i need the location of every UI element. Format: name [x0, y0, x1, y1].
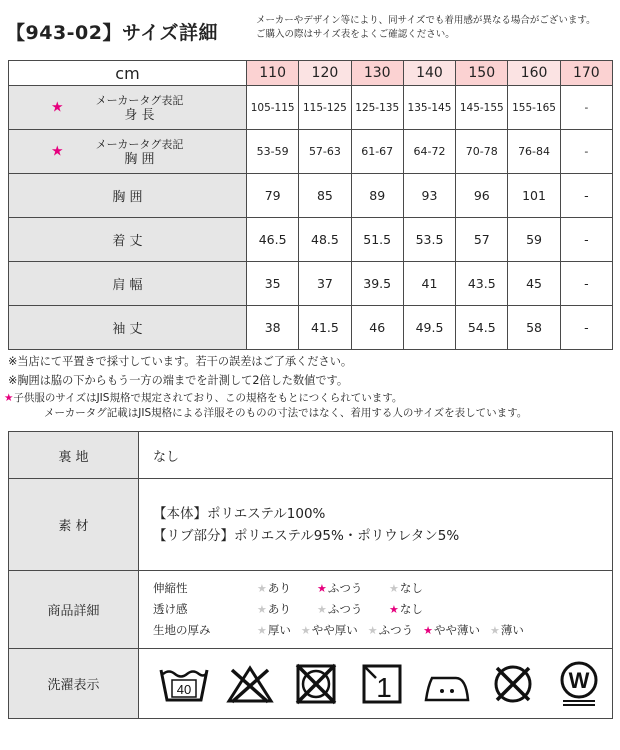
row-label-top: メーカータグ表記: [95, 93, 184, 107]
no-dry-clean-icon: [480, 657, 546, 711]
feature-name: 透け感: [153, 602, 188, 616]
row-label: 胸 囲: [9, 174, 247, 218]
care-icons-cell: [139, 649, 613, 719]
star-icon: ★: [4, 392, 14, 404]
table-cell: 125-135: [351, 86, 403, 130]
wash-temp: 40: [176, 681, 192, 697]
size-header: 120: [299, 61, 351, 86]
table-cell: 58: [508, 306, 560, 350]
size-header: 150: [456, 61, 508, 86]
table-cell: 54.5: [456, 306, 508, 350]
feature-option: ★ ふつう: [317, 578, 379, 599]
wash-40-icon: [151, 657, 217, 711]
table-cell: 57: [456, 218, 508, 262]
table-cell: 35: [247, 262, 299, 306]
table-cell: 46: [351, 306, 403, 350]
table-cell: 145-155: [456, 86, 508, 130]
no-bleach-icon: [217, 657, 283, 711]
size-header: 170: [560, 61, 612, 86]
table-cell: 49.5: [403, 306, 455, 350]
lining-value: なし: [139, 432, 613, 479]
star-icon: ★: [257, 603, 267, 616]
table-cell: 57-63: [299, 130, 351, 174]
header: [6, 14, 614, 54]
table-cell: 46.5: [247, 218, 299, 262]
line-dry-icon: [349, 657, 415, 711]
feature-option: ★ やや薄い: [423, 620, 480, 641]
line-dry-mark: 1: [375, 671, 392, 703]
star-icon: ★: [51, 143, 64, 159]
table-cell: 79: [247, 174, 299, 218]
material-line: 【リブ部分】ポリエステル95%・ポリウレタン5%: [153, 527, 460, 544]
table-row: [9, 571, 613, 649]
material-line: 【本体】ポリエステル100%: [153, 505, 326, 522]
feature-row: [153, 620, 612, 641]
table-cell: 135-145: [403, 86, 455, 130]
table-row: [9, 306, 613, 350]
star-icon: ★: [317, 582, 327, 595]
size-header-row: [9, 61, 613, 86]
table-cell: 76-84: [508, 130, 560, 174]
table-row: [9, 174, 613, 218]
star-icon: ★: [257, 582, 267, 595]
table-row: [9, 479, 613, 571]
material-value: [139, 479, 613, 571]
table-cell: 38: [247, 306, 299, 350]
features-label: 商品詳細: [9, 571, 139, 649]
row-label: [9, 86, 247, 130]
table-cell: 101: [508, 174, 560, 218]
care-icons: [139, 657, 612, 711]
no-tumble-dry-icon: [283, 657, 349, 711]
size-header: 110: [247, 61, 299, 86]
lining-label: 裏 地: [9, 432, 139, 479]
star-icon: ★: [389, 582, 399, 595]
table-cell: 41: [403, 262, 455, 306]
row-label-bottom: 身 長: [124, 107, 155, 123]
feature-row: [153, 599, 612, 620]
note-tag: メーカータグ記載はJIS規格による洋服そのものの寸法ではなく、着用する人のサイズを表しています。: [44, 407, 528, 419]
size-header: 140: [403, 61, 455, 86]
feature-option: ★ 薄い: [490, 620, 524, 641]
star-icon: ★: [300, 624, 311, 637]
table-cell: 53-59: [247, 130, 299, 174]
table-cell: -: [560, 86, 612, 130]
care-label: 洗濯表示: [9, 649, 139, 719]
table-cell: 59: [508, 218, 560, 262]
table-cell: 115-125: [299, 86, 351, 130]
table-cell: 85: [299, 174, 351, 218]
table-cell: 53.5: [403, 218, 455, 262]
unit-cell: cm: [9, 61, 247, 86]
detail-table: [8, 431, 613, 719]
star-icon: ★: [423, 624, 433, 637]
table-row: [9, 649, 613, 719]
table-cell: 45: [508, 262, 560, 306]
table-cell: 70-78: [456, 130, 508, 174]
row-label: 肩 幅: [9, 262, 247, 306]
table-cell: 61-67: [351, 130, 403, 174]
feature-name: 伸縮性: [153, 581, 188, 595]
feature-option: ★ なし: [389, 599, 423, 620]
feature-option: ★ やや厚い: [301, 620, 358, 641]
note-jis: [4, 390, 616, 406]
table-cell: 155-165: [508, 86, 560, 130]
star-icon: ★: [317, 603, 327, 616]
star-icon: ★: [367, 624, 378, 637]
header-note-line2: ご購入の際はサイズ表をよくご確認ください。: [256, 29, 455, 40]
row-label-bottom: 胸 囲: [124, 151, 155, 167]
table-cell: 39.5: [351, 262, 403, 306]
star-icon: ★: [389, 603, 399, 616]
features-value: [139, 571, 613, 649]
header-note-line1: メーカーやデザイン等により、同サイズでも着用感が異なる場合がございます。: [256, 15, 596, 26]
table-cell: 96: [456, 174, 508, 218]
feature-row: [153, 578, 612, 599]
table-cell: -: [560, 174, 612, 218]
feature-name: 生地の厚み: [153, 623, 211, 637]
feature-option: ★ あり: [257, 578, 307, 599]
note-measurement: ※当店にて平置きで採寸しています。若干の誤差はご了承ください。: [8, 355, 353, 368]
table-row: [9, 130, 613, 174]
table-row: [9, 218, 613, 262]
iron-low-icon: [414, 657, 480, 711]
table-row: [9, 432, 613, 479]
table-cell: -: [560, 130, 612, 174]
table-cell: 64-72: [403, 130, 455, 174]
table-cell: 43.5: [456, 262, 508, 306]
header-note: [256, 14, 596, 42]
star-icon: ★: [257, 624, 267, 637]
page-title: 【943-02】サイズ詳細: [6, 22, 218, 44]
table-cell: 93: [403, 174, 455, 218]
note-chest: ※胸囲は脇の下からもう一方の端までを計測して2倍した数値です。: [8, 374, 349, 387]
feature-option: ★ なし: [389, 578, 423, 599]
feature-option: ★ 厚い: [257, 620, 291, 641]
size-table: [8, 60, 613, 350]
feature-option: ★ ふつう: [368, 620, 413, 641]
feature-option: ★ あり: [257, 599, 307, 620]
row-label: 袖 丈: [9, 306, 247, 350]
table-row: [9, 86, 613, 130]
table-cell: 48.5: [299, 218, 351, 262]
star-icon: ★: [51, 99, 64, 115]
table-cell: -: [560, 218, 612, 262]
note-jis-text: 子供服のサイズはJIS規格で規定されており、この規格をもとにつくられています。: [13, 392, 403, 404]
table-cell: 37: [299, 262, 351, 306]
table-cell: -: [560, 262, 612, 306]
row-label: 着 丈: [9, 218, 247, 262]
feature-option: ★ ふつう: [317, 599, 379, 620]
table-cell: 51.5: [351, 218, 403, 262]
wet-clean-mark: W: [568, 667, 590, 693]
wet-clean-icon: [546, 657, 612, 711]
table-cell: 41.5: [299, 306, 351, 350]
notes: [4, 352, 616, 420]
row-label-top: メーカータグ表記: [95, 137, 184, 151]
table-row: [9, 262, 613, 306]
size-header: 160: [508, 61, 560, 86]
table-cell: 105-115: [247, 86, 299, 130]
size-header: 130: [351, 61, 403, 86]
table-cell: 89: [351, 174, 403, 218]
material-label: 素 材: [9, 479, 139, 571]
star-icon: ★: [490, 624, 500, 637]
row-label: [9, 130, 247, 174]
table-cell: -: [560, 306, 612, 350]
